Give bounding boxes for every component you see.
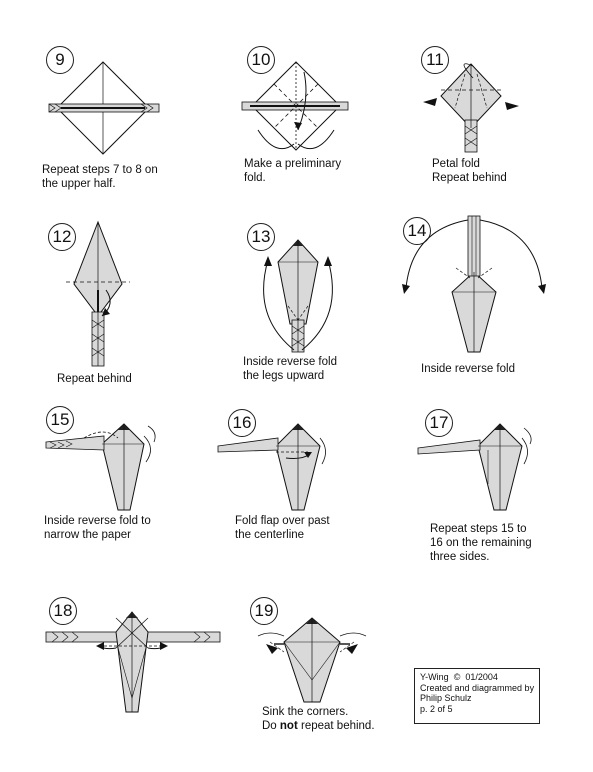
step-number-17: 17 (425, 409, 453, 437)
step-number-11: 11 (421, 46, 449, 74)
step-number-15: 15 (46, 406, 74, 434)
step-10-caption: Make a preliminary fold. (244, 158, 342, 184)
step-19-caption: Sink the corners. Do not repeat behind. (262, 706, 375, 732)
diagram-step-18 (44, 608, 224, 718)
step-17-caption: Repeat steps 15 to 16 on the remaining three sides. (430, 523, 532, 563)
step-13-caption: Inside reverse fold the legs upward (243, 356, 337, 382)
diagram-step-15 (44, 414, 174, 514)
diagram-step-12 (60, 220, 140, 370)
step-14-caption: Inside reverse fold (421, 363, 515, 375)
diagram-step-19 (254, 614, 374, 706)
step-number-13: 13 (247, 223, 275, 251)
step-number-18: 18 (49, 597, 77, 625)
diagram-step-10 (236, 60, 356, 155)
step-16-caption: Fold flap over past the centerline (235, 515, 330, 541)
diagram-step-9 (45, 60, 175, 155)
diagram-step-11 (415, 60, 525, 155)
diagram-step-14 (400, 208, 550, 358)
credit-title-line: Y-Wing © 01/2004 (420, 672, 498, 682)
step-number-9: 9 (46, 46, 74, 74)
step-number-19: 19 (250, 597, 278, 625)
step-number-10: 10 (247, 46, 275, 74)
step-19-caption-line2: Do not repeat behind. (262, 720, 375, 732)
copyright-symbol: © (453, 672, 461, 682)
step-12-caption: Repeat behind (57, 373, 132, 385)
credit-box: Y-Wing © 01/2004 Created and diagrammed by Philip Schulz p. 2 of 5 (414, 668, 540, 724)
diagram-step-13 (258, 236, 338, 356)
diagram-step-16 (216, 414, 346, 514)
step-number-12: 12 (48, 223, 76, 251)
step-9-caption: Repeat steps 7 to 8 on the upper half. (42, 164, 158, 190)
step-11-caption: Petal fold Repeat behind (432, 158, 507, 184)
diagram-step-17 (416, 414, 546, 514)
step-number-14: 14 (403, 217, 431, 245)
step-number-16: 16 (228, 409, 256, 437)
step-15-caption: Inside reverse fold to narrow the paper (44, 515, 151, 541)
